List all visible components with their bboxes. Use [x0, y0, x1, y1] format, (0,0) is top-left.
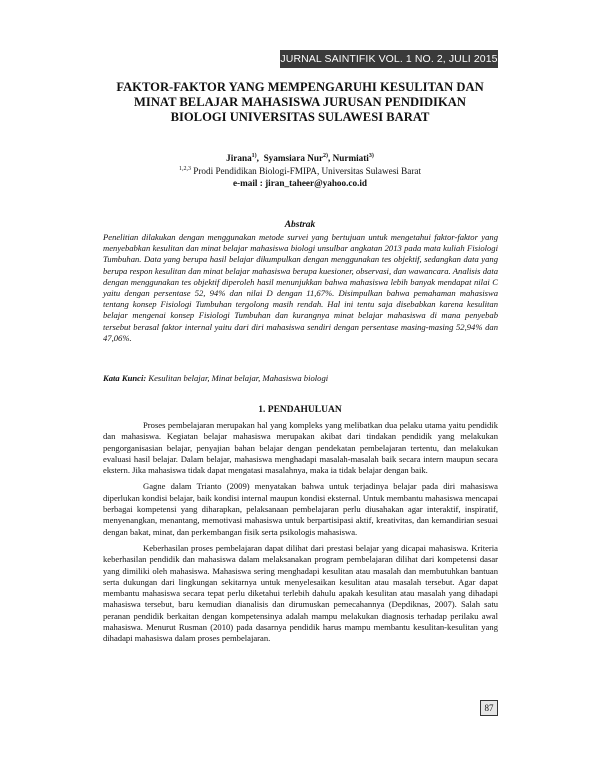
affiliation — [100, 164, 500, 177]
page-number: 87 — [480, 700, 498, 716]
abstract-title: Abstrak — [284, 220, 316, 230]
affiliation-sup: 1,2,3 — [178, 166, 191, 173]
affiliation-text: Prodi Pendidikan Biologi-FMIPA, Universitas Sulawesi Barat — [193, 166, 422, 177]
author-name: Jirana — [226, 153, 252, 164]
keywords-label: Kata Kunci: — [103, 373, 147, 383]
journal-header: JURNAL SAINTIFIK VOL. 1 NO. 2, JULI 2015 — [280, 50, 498, 68]
author-name: Syamsiara Nur — [263, 153, 324, 164]
section-body — [103, 420, 498, 650]
body-paragraph: Gagne dalam Trianto (2009) menyatakan bahwa untuk terjadinya belajar pada diri mahasiswa diperlukan kondisi belajar, baik kondisi internal maupun kondisi eksternal. Untuk membantu mahasiswa mencapai berbagai kompetensi yang diharapkan, pelaksanaan pembelajaran perlu diusahakan agar interaktif, inspiratif, menyenangkan, menantang, memotivasi mahasiswa untuk berpartisipasi aktif, kreativitas, dan kemandirian sesuai dengan bakat, minat, dan perkembangan fisik serta psikologis mahasiswa. — [103, 481, 498, 537]
author-names: Jirana$^{1)}$, Syamsiara Nur$^{2)}$, Nurmiati$^{3)}$ — [226, 153, 374, 164]
paper-title — [100, 80, 500, 125]
author-email: e-mail : jiran_taheer@yahoo.co.id — [232, 177, 368, 188]
body-paragraph: Proses pembelajaran merupakan hal yang kompleks yang melibatkan dua pelaku utama yaitu pendidik dan mahasiswa. Kegiatan belajar mahasiswa merupakan akibat dari tindakan pendidik yang melakukan pengorganisasian belajar, penyajian bahan belajar dengan pendekatan pembelajaran tertentu, dan melakukan evaluasi hasil belajar. Dalam belajar, mahasiswa menghadapi masalah-masalah baik secara intern maupun secara ekstern. Jika mahasiswa tidak dapat mengatasi masalahnya, maka ia tidak belajar dengan baik. — [103, 420, 498, 476]
abstract-text: Penelitian dilakukan dengan menggunakan metode survei yang bertujuan untuk mengetahui faktor-faktor yang menyebabkan kesulitan dan minat belajar mahasiswa biologi unsulbar angkatan 2013 pada mata kuliah Fisiologi Tumbuhan. Data yang berupa hasil belajar dikumpulkan dengan menggunakan tes objektif, sedangkan data yang berupa respon kesulitan dan minat belajar mahasiswa berupa kuesioner, observasi, dan wawancara. Analisis data dengan menggunakan tes objektif diperoleh hasil menunjukkan bahwa mahasiswa lebih banyak mendapat nilai C yaitu dengan persentase 52, 94% dan nilai D dengan 11,67%. Disimpulkan bahwa pemahaman mahasiswa tentang konsep Fisiologi Tumbuhan tergolong masih rendah. Hal ini tentu saja disebabkan karena kesulitan belajar mengenai konsep Fisiologi Tumbuhan dan kurangnya minat belajar mahasiswa di mana penyebab tersebut berasal faktor internal yaitu dari diri mahasiswa sendiri dengan persentase masing-masing 52,94% dan 47,06%. — [103, 232, 498, 343]
title-line: MINAT BELAJAR MAHASISWA JURUSAN PENDIDIKAN — [134, 95, 466, 109]
title-line: FAKTOR-FAKTOR YANG MEMPENGARUHI KESULITAN DAN — [116, 80, 484, 94]
author-name: Nurmiati — [332, 153, 369, 164]
title-line: BIOLOGI UNIVERSITAS SULAWESI BARAT — [170, 110, 430, 124]
section-heading: 1. PENDAHULUAN — [258, 405, 342, 415]
keywords — [103, 373, 498, 383]
author-block — [100, 151, 500, 189]
keywords-text: Kesulitan belajar, Minat belajar, Mahasiswa biologi — [146, 373, 329, 383]
body-paragraph: Keberhasilan proses pembelajaran dapat dilihat dari prestasi belajar yang dicapai mahasiswa. Kriteria keberhasilan pendidik dan mahasiswa dalam melaksanakan program pembelajaran dilihat dari kompetensi dasar yang dimiliki oleh mahasiswa. Mahasiswa sering menghadapi kesulitan atau masalah dan membutuhkan bantuan serta dukungan dari lingkungan sekitarnya untuk menyelesaikan kesulitan atau masalah tersebut. Agar dapat membantu mahasiswa secara tepat perlu diketahui terlebih dahulu apakah kesulitan atau masalah yang dihadapi mahasiswa tersebut, baru kemudian dianalisis dan dirumuskan pemecahannya (Depdiknas, 2007). Salah satu peranan pendidik berkaitan dengan kompetensinya adalah mampu melakukan diagnosis terhadap perilaku awal mahasiswa. Menurut Rusman (2010) pada dasarnya pendidik harus mampu membantu kesulitan-kesulitan yang dihadapi mahasiswa dalam proses pembelajaran. — [103, 542, 498, 644]
author-sup: 3) — [368, 153, 374, 159]
author-sup: 1) — [251, 153, 257, 159]
author-sup: 2) — [323, 153, 329, 159]
